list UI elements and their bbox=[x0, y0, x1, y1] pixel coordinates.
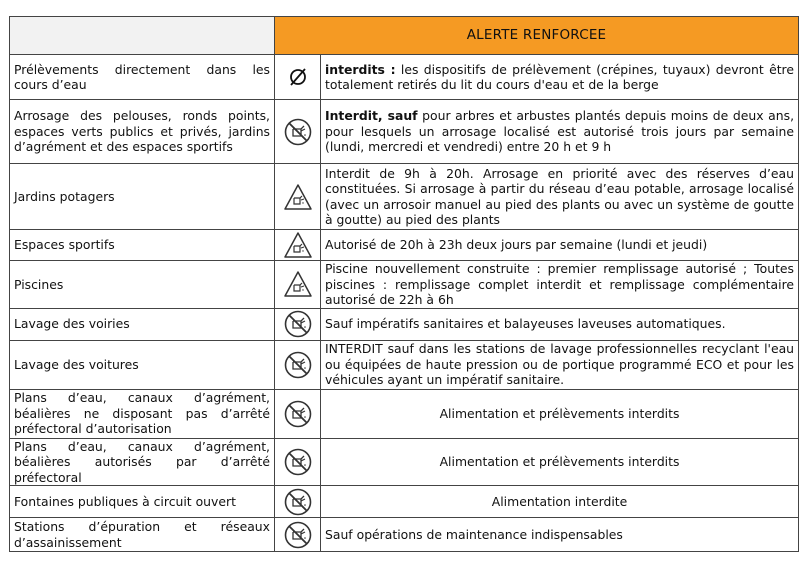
table-row bbox=[10, 55, 799, 100]
usage-label: Fontaines publiques à circuit ouvert bbox=[10, 486, 275, 518]
usage-label: Lavage des voiries bbox=[10, 308, 275, 340]
usage-label: Espaces sportifs bbox=[10, 230, 275, 261]
restriction-text: INTERDIT sauf dans les stations de lavage professionnelles recyclant l'eau ou équipées de haute pression ou de portique programmé ECO et pour les véhicules ayant un impératif sanitaire. bbox=[325, 341, 795, 388]
restriction-text: pour arbres et arbustes plantés depuis moins de deux ans, pour lesquels un arrosage localisé est autorisé trois jours par semaine (lundi, mercredi et vendredi) entre 20 h et 9 h bbox=[325, 108, 795, 155]
restrictions-table bbox=[9, 16, 799, 552]
restriction-description bbox=[321, 308, 799, 340]
header-row bbox=[10, 17, 799, 55]
alert-level-header: ALERTE RENFORCEE bbox=[275, 17, 799, 55]
restriction-description bbox=[321, 518, 799, 552]
table-row bbox=[10, 389, 799, 438]
no-watering-icon bbox=[275, 100, 321, 164]
restriction-description bbox=[321, 438, 799, 486]
table-row bbox=[10, 340, 799, 389]
watering-warning-icon bbox=[275, 164, 321, 230]
restriction-text: Alimentation interdite bbox=[491, 493, 628, 509]
restriction-description bbox=[321, 55, 799, 100]
usage-label: Plans d’eau, canaux d’agrément, béalières ne disposant pas d’arrêté préfectoral d’autorisation bbox=[10, 389, 275, 438]
no-watering-icon bbox=[275, 308, 321, 340]
restriction-description bbox=[321, 100, 799, 164]
restriction-description bbox=[321, 164, 799, 230]
watering-warning-icon bbox=[275, 230, 321, 261]
restriction-description bbox=[321, 389, 799, 438]
restriction-text: Interdit de 9h à 20h. Arrosage en priorité avec des réserves d’eau constituées. Si arrosage à partir du réseau d’eau potable, arrosage localisé (avec un arrosoir manuel au pied des plants ou avec un système de goutte à goutte) au pied des plants bbox=[325, 165, 795, 227]
watering-warning-icon bbox=[275, 261, 321, 309]
restriction-emphasis: Interdit, sauf bbox=[325, 108, 418, 124]
restriction-description bbox=[321, 230, 799, 261]
empty-set-icon bbox=[275, 55, 321, 100]
table-row bbox=[10, 100, 799, 164]
table-row bbox=[10, 486, 799, 518]
table-row bbox=[10, 438, 799, 486]
restriction-text: les dispositifs de prélèvement (crépines, tuyaux) devront être totalement retirés du lit du cours d'eau et de la berge bbox=[325, 61, 794, 92]
restriction-description bbox=[321, 261, 799, 309]
table-row bbox=[10, 308, 799, 340]
restriction-description bbox=[321, 486, 799, 518]
header-empty-cell bbox=[10, 17, 275, 55]
usage-label: Jardins potagers bbox=[10, 164, 275, 230]
usage-label: Stations d’épuration et réseaux d’assainissement bbox=[10, 518, 275, 552]
no-watering-icon bbox=[275, 438, 321, 486]
restriction-text: Alimentation et prélèvements interdits bbox=[439, 454, 680, 469]
restriction-text: Alimentation et prélèvements interdits bbox=[439, 405, 680, 421]
restriction-emphasis: interdits : bbox=[325, 61, 396, 77]
usage-label: Plans d’eau, canaux d’agrément, béalières autorisés par d’arrêté préfectoral bbox=[10, 438, 275, 486]
restriction-description bbox=[321, 340, 799, 389]
restriction-text: Piscine nouvellement construite : premier remplissage autorisé ; Toutes piscines : remplissage complet interdit et remplissage complémentaire autorisé de 22h à 6h bbox=[325, 261, 795, 307]
usage-label: Arrosage des pelouses, ronds points, espaces verts publics et privés, jardins d’agrément et des espaces sportifs bbox=[10, 100, 275, 164]
usage-label: Prélèvements directement dans les cours d’eau bbox=[10, 55, 275, 100]
table-row bbox=[10, 230, 799, 261]
no-watering-icon bbox=[275, 389, 321, 438]
usage-label: Piscines bbox=[10, 261, 275, 309]
restriction-text: Sauf opérations de maintenance indispensables bbox=[325, 526, 623, 542]
no-watering-icon bbox=[275, 518, 321, 552]
table-row bbox=[10, 518, 799, 552]
table-row bbox=[10, 261, 799, 309]
usage-label: Lavage des voitures bbox=[10, 340, 275, 389]
table-row bbox=[10, 164, 799, 230]
restriction-text: Sauf impératifs sanitaires et balayeuses laveuses automatiques. bbox=[325, 316, 726, 332]
no-watering-icon bbox=[275, 340, 321, 389]
restriction-text: Autorisé de 20h à 23h deux jours par semaine (lundi et jeudi) bbox=[325, 237, 708, 253]
no-watering-icon bbox=[275, 486, 321, 518]
